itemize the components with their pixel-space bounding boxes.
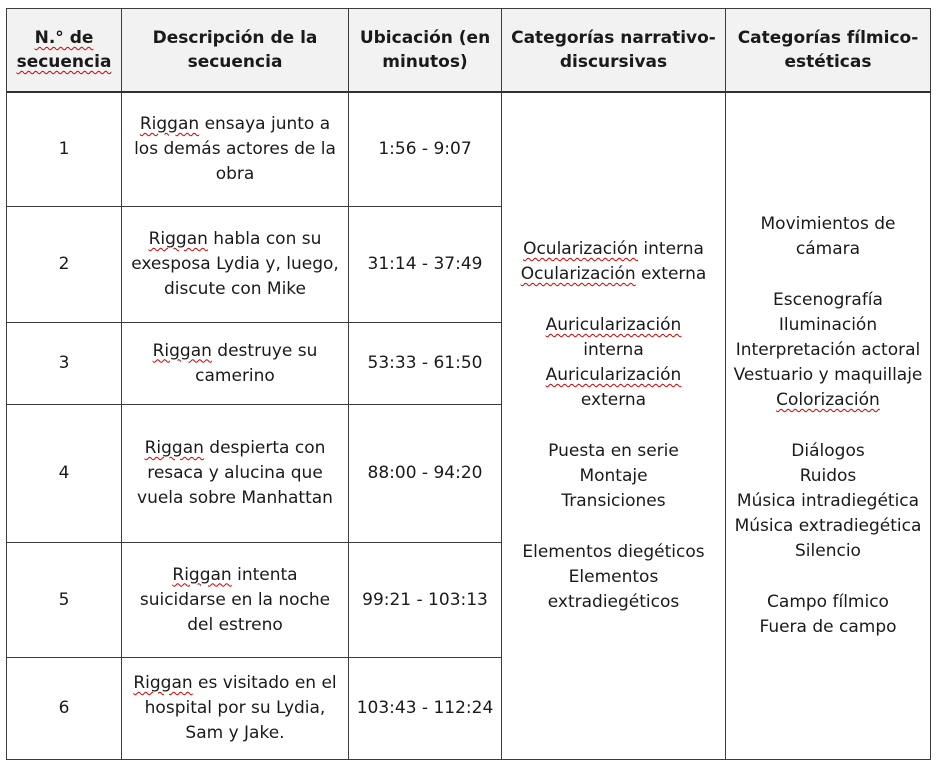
table-row (7, 92, 931, 207)
sequence-description: Riggan es visitado en el hospital por su Lydia, Sam y Jake. (122, 658, 349, 760)
sequence-time: 88:00 - 94:20 (349, 405, 502, 543)
sequence-time: 1:56 - 9:07 (349, 92, 502, 207)
header-location: Ubicación (en minutos) (349, 9, 502, 92)
sequence-number: 6 (7, 658, 122, 760)
sequence-description: Riggan habla con su exesposa Lydia y, luego, discute con Mike (122, 207, 349, 323)
narrative-categories-cell: Ocularización interna Ocularización externa Auricularización interna Auricularización externa Puesta en serie Montaje Transiciones Elementos diegéticos Elementos extradiegéticos (502, 92, 726, 760)
sequence-number: 3 (7, 323, 122, 405)
header-description: Descripción de la secuencia (122, 9, 349, 92)
sequence-description: Riggan ensaya junto a los demás actores de la obra (122, 92, 349, 207)
sequence-number: 2 (7, 207, 122, 323)
sequence-time: 53:33 - 61:50 (349, 323, 502, 405)
header-filmic-categories: Categorías fílmico-estéticas (726, 9, 931, 92)
sequence-time: 99:21 - 103:13 (349, 543, 502, 658)
filmic-categories-cell: Movimientos de cámara Escenografía Iluminación Interpretación actoral Vestuario y maquillaje Colorización Diálogos Ruidos Música intradiegética Música extradiegética Silencio Campo fílmico Fuera de campo (726, 92, 931, 760)
sequence-number: 1 (7, 92, 122, 207)
sequence-table (6, 8, 931, 760)
sequence-time: 103:43 - 112:24 (349, 658, 502, 760)
header-narrative-categories: Categorías narrativo-discursivas (502, 9, 726, 92)
sequence-time: 31:14 - 37:49 (349, 207, 502, 323)
sequence-number: 5 (7, 543, 122, 658)
header-sequence-number: N.° de secuencia (7, 9, 122, 92)
sequence-description: Riggan despierta con resaca y alucina que vuela sobre Manhattan (122, 405, 349, 543)
sequence-number: 4 (7, 405, 122, 543)
sequence-description: Riggan destruye su camerino (122, 323, 349, 405)
sequence-description: Riggan intenta suicidarse en la noche del estreno (122, 543, 349, 658)
